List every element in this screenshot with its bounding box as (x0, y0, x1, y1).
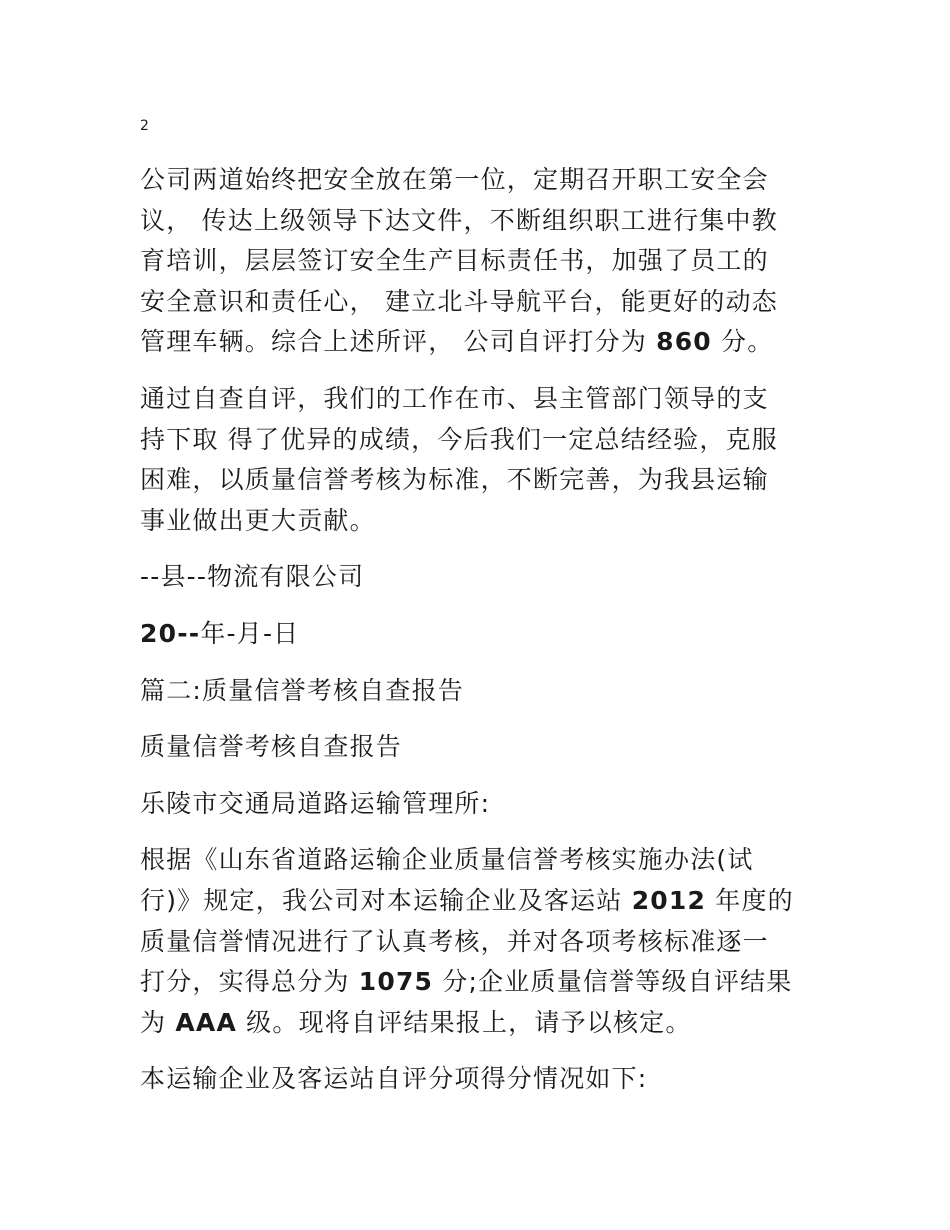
grade-label: AAA (175, 1007, 238, 1037)
text-line: 质量信誉情况进行了认真考核，并对各项考核标准逐一 (140, 926, 769, 956)
text-line: 根据《山东省道路运输企业质量信誉考核实施办法(试 (140, 845, 754, 875)
score-number: 860 (656, 327, 712, 357)
text-line: 乐陵市交通局道路运输管理所: (140, 788, 491, 818)
year-number: 2012 (631, 885, 707, 915)
text-line: 持下取 得了优异的成绩，今后我们一定总结经验，克服 (140, 424, 778, 454)
total-score-number: 1075 (358, 967, 434, 997)
signature-date (140, 614, 820, 655)
text-segment: 行)》规定，我公司对本运输企业及客运站 (140, 885, 632, 915)
text-segment: 分。 (711, 327, 774, 357)
text-line (140, 1003, 820, 1044)
text-line: 篇二:质量信誉考核自查报告 (140, 675, 465, 705)
text-segment: 级。现将自评结果报上，请予以核定。 (237, 1007, 692, 1037)
text-segment: 为 (140, 1007, 176, 1037)
paragraph-safety (140, 160, 820, 363)
paragraph-scores-intro (140, 1059, 820, 1100)
report-title (140, 727, 820, 768)
document-body (140, 160, 820, 1100)
section-heading (140, 671, 820, 712)
text-segment: 打分，实得总分为 (140, 967, 359, 997)
text-segment: 管理车辆。综合上述所评， 公司自评打分为 (140, 327, 657, 357)
text-line: 质量信誉考核自查报告 (140, 732, 403, 762)
text-line (140, 962, 820, 1003)
date-rest: 年-月-日 (200, 618, 300, 648)
text-line (140, 322, 820, 363)
text-line: 育培训，层层签订安全生产目标责任书，加强了员工的 (140, 246, 769, 276)
text-line: --县--物流有限公司 (140, 562, 365, 592)
text-segment: 分;企业质量信誉等级自评结果 (433, 967, 793, 997)
addressee (140, 784, 820, 825)
text-segment: 年度的 (706, 885, 794, 915)
page-number: 2 (140, 118, 149, 134)
paragraph-conclusion (140, 379, 820, 541)
text-line: 事业做出更大贡献。 (140, 505, 376, 535)
text-line: 安全意识和责任心， 建立北斗导航平台，能更好的动态 (140, 286, 778, 316)
text-line (140, 614, 820, 655)
paragraph-report-body (140, 840, 820, 1043)
text-line: 议， 传达上级领导下达文件，不断组织职工进行集中教 (140, 205, 778, 235)
text-line: 本运输企业及客运站自评分项得分情况如下: (140, 1064, 648, 1094)
date-year: 20-- (140, 618, 201, 648)
text-line (140, 881, 820, 922)
signature-company (140, 557, 820, 598)
text-line: 通过自查自评，我们的工作在市、县主管部门领导的支 (140, 383, 769, 413)
text-line: 困难，以质量信誉考核为标准，不断完善，为我县运输 (140, 465, 769, 495)
text-line: 公司两道始终把安全放在第一位，定期召开职工安全会 (140, 165, 769, 194)
